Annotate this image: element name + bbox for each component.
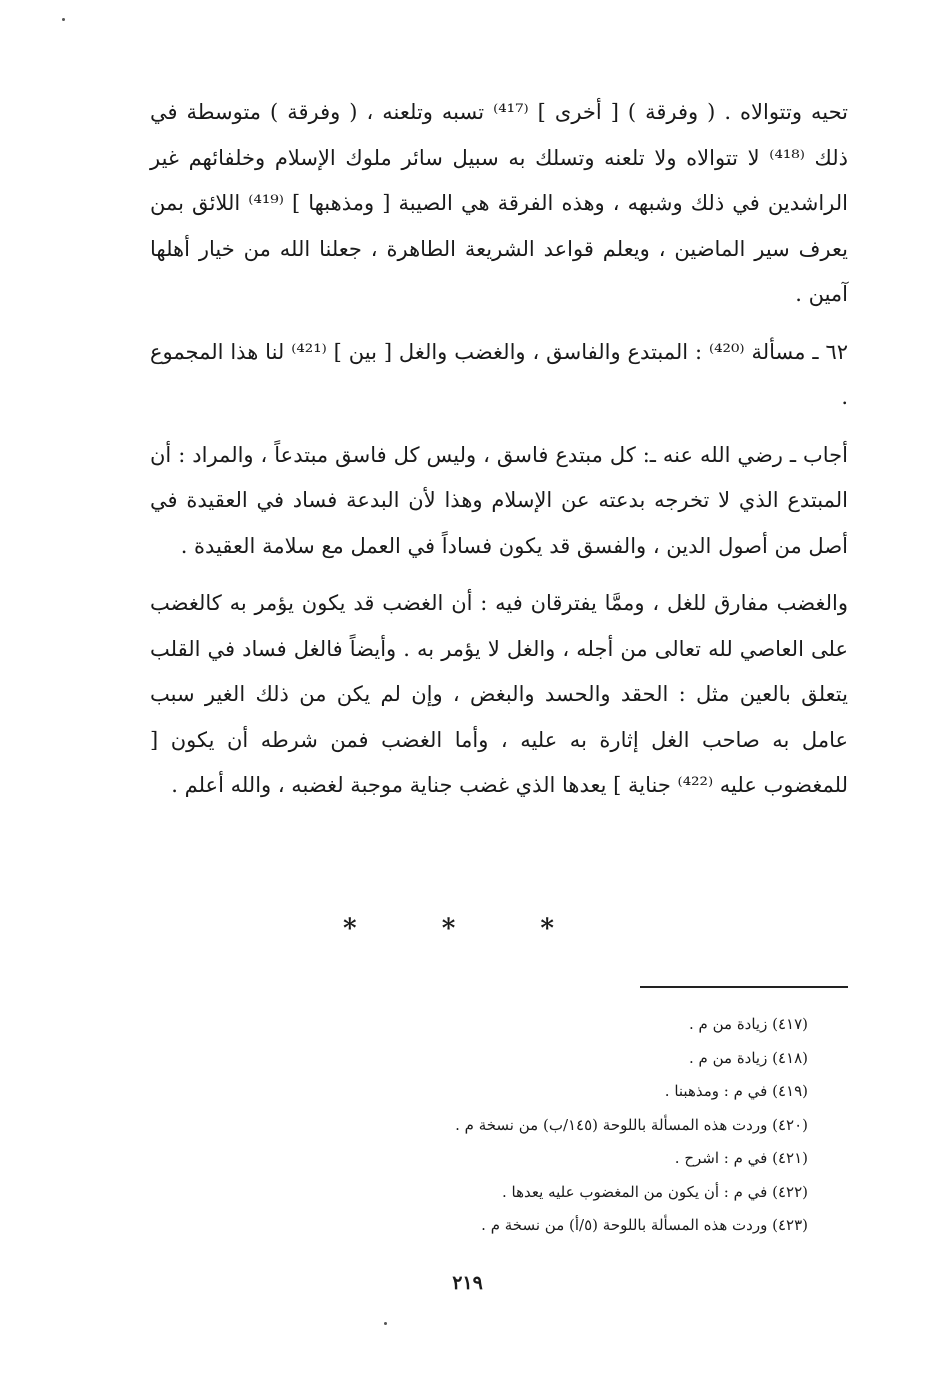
- main-text: [150, 90, 848, 821]
- footnote-rule: [640, 986, 848, 988]
- footnote-417: (٤١٧) زيادة من م .: [689, 1015, 808, 1033]
- scan-speck: [62, 18, 65, 21]
- page-number: ٢١٩: [452, 1272, 483, 1294]
- paragraph-3: أجاب ـ رضي الله عنه ـ: كل مبتدع فاسق ، وليس كل فاسق مبتدعاً ، والمراد : أن المبتدع الذي لا تخرجه بدعته عن الإسلام وهذا لأن البدعة فساد في العقيدة في أصل من أصول الدين ، والفسق قد يكون فساداً في العمل مع سلامة العقيدة .: [150, 442, 848, 558]
- footnote-419: (٤١٩) في م : ومذهبنا .: [664, 1082, 808, 1100]
- paragraph-2: ٦٢ ـ مسألة ⁽⁴²⁰⁾ : المبتدع والفاسق ، والغضب والغل [ بين ] ⁽⁴²¹⁾ لنا هذا المجموع .: [150, 339, 848, 409]
- paragraph-4: والغضب مفارق للغل ، وممَّا يفترقان فيه : أن الغضب قد يكون يؤمر به كالغضب على العاصي لله تعالى من أجله ، والغل لا يؤمر به . وأيضاً فالغل فساد في القلب يتعلق بالعين مثل : الحقد والحسد والبغض ، وإن لم يكن من ذلك الغير سبب عامل به صاحب الغل إثارة به عليه ، وأما الغضب فمن شرطه أن يكون [ للمغضوب عليه ⁽⁴²²⁾ جناية ] يعدها الذي غضب جناية موجبة لغضبه ، والله أعلم .: [150, 591, 848, 797]
- footnote-418: (٤١٨) زيادة من م .: [689, 1048, 808, 1067]
- footnote-421: (٤٢١) في م : اشرح .: [674, 1149, 808, 1167]
- footnotes: [150, 1008, 808, 1243]
- footnote-423: (٤٢٣) وردت هذه المسألة باللوحة (٥/أ) من نسخة م .: [481, 1216, 808, 1234]
- scan-speck: [384, 1322, 387, 1325]
- section-separator: * * *: [343, 914, 592, 944]
- footnote-420: (٤٢٠) وردت هذه المسألة باللوحة (١٤٥/ب) من نسخة م .: [455, 1115, 808, 1134]
- footnote-422: (٤٢٢) في م : أن يكون من المغضوب عليه يعدها .: [502, 1182, 808, 1201]
- paragraph-1: تحيه وتتوالاه . ( وفرقة ) [ أخرى ] ⁽⁴¹⁷⁾ تسبه وتلعنه ، ( وفرقة ) متوسطة في ذلك ⁽⁴¹⁸⁾ لا تتوالاه ولا تلعنه وتسلك به سبيل سائر ملوك الإسلام وخلفائهم غير الراشدين في ذلك وشبهه ، وهذه الفرقة هي الصيبة [ ومذهبها ] ⁽⁴¹⁹⁾ اللائق بمن يعرف سير الماضين ، ويعلم قواعد الشريعة الطاهرة ، جعلنا الله من خيار أهلها آمين .: [150, 100, 848, 306]
